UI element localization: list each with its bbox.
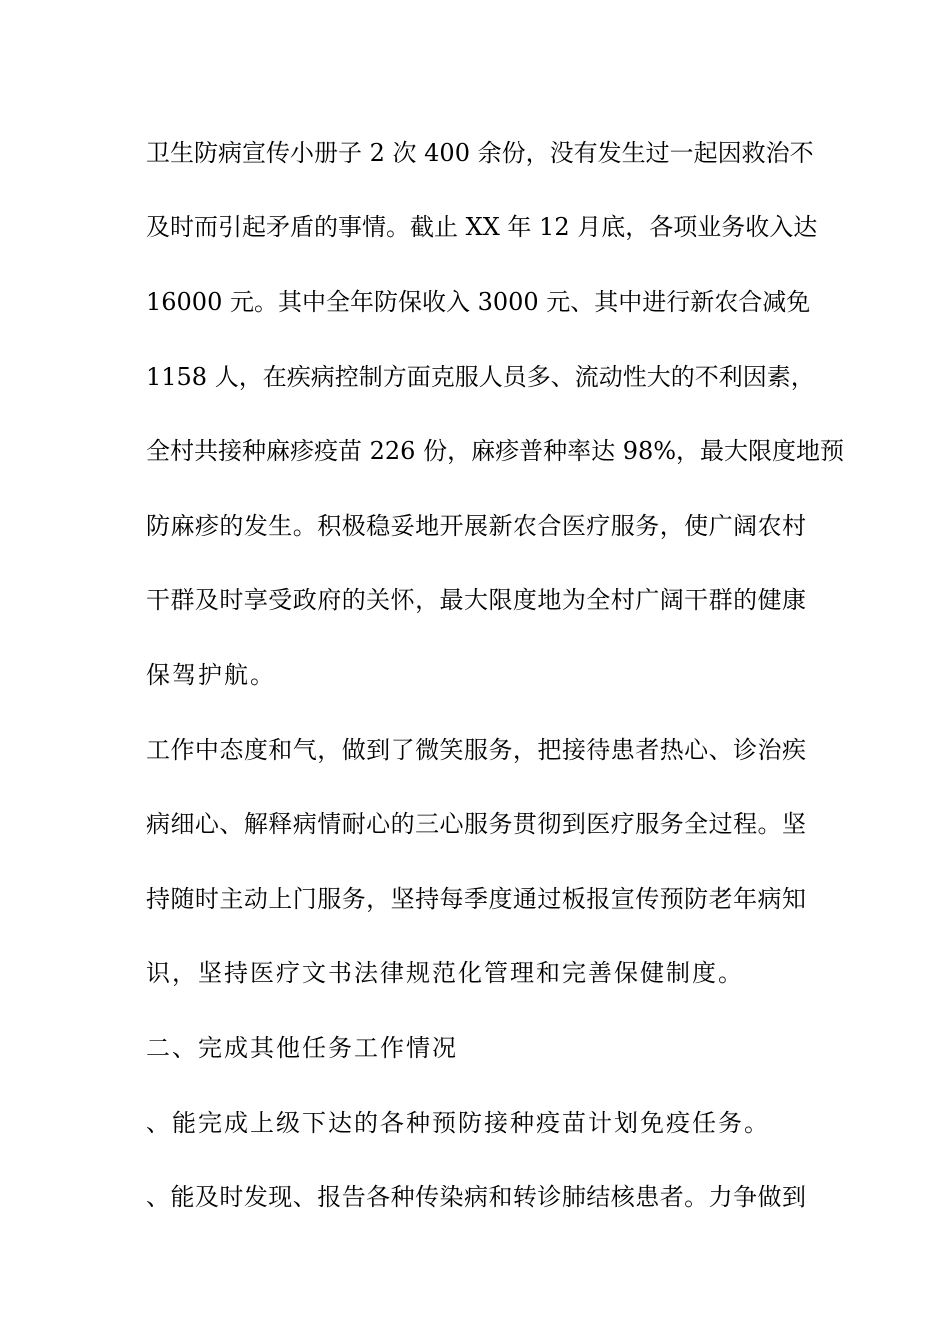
text-line: 1158 人，在疾病控制方面克服人员多、流动性大的不利因素， bbox=[146, 363, 815, 391]
text-line: 卫生防病宣传小册子 2 次 400 余份，没有发生过一起因救治不 bbox=[146, 139, 814, 167]
list-item: 、能完成上级下达的各种预防接种疫苗计划免疫任务。 bbox=[146, 1109, 770, 1137]
text-line: 工作中态度和气，做到了微笑服务，把接待患者热心、诊治疾 bbox=[146, 736, 806, 764]
text-line: 持随时主动上门服务，坚持每季度通过板报宣传预防老年病知 bbox=[146, 885, 806, 913]
section-heading: 二、完成其他任务工作情况 bbox=[146, 1034, 458, 1062]
text-line: 识，坚持医疗文书法律规范化管理和完善保健制度。 bbox=[146, 959, 744, 987]
text-line: 防麻疹的发生。积极稳妥地开展新农合医疗服务，使广阔农村 bbox=[146, 512, 806, 540]
text-line: 全村共接种麻疹疫苗 226 份，麻疹普种率达 98%，最大限度地预 bbox=[146, 437, 845, 465]
text-line: 及时而引起矛盾的事情。截止 XX 年 12 月底，各项业务收入达 bbox=[146, 213, 818, 241]
text-line: 干群及时享受政府的关怀，最大限度地为全村广阔干群的健康 bbox=[146, 586, 806, 614]
list-item: 、能及时发现、报告各种传染病和转诊肺结核患者。力争做到 bbox=[146, 1183, 806, 1211]
text-line: 16000 元。其中全年防保收入 3000 元、其中进行新农合减免 bbox=[146, 288, 811, 316]
text-line: 病细心、解释病情耐心的三心服务贯彻到医疗服务全过程。坚 bbox=[146, 810, 806, 838]
text-line: 保驾护航。 bbox=[146, 661, 276, 689]
